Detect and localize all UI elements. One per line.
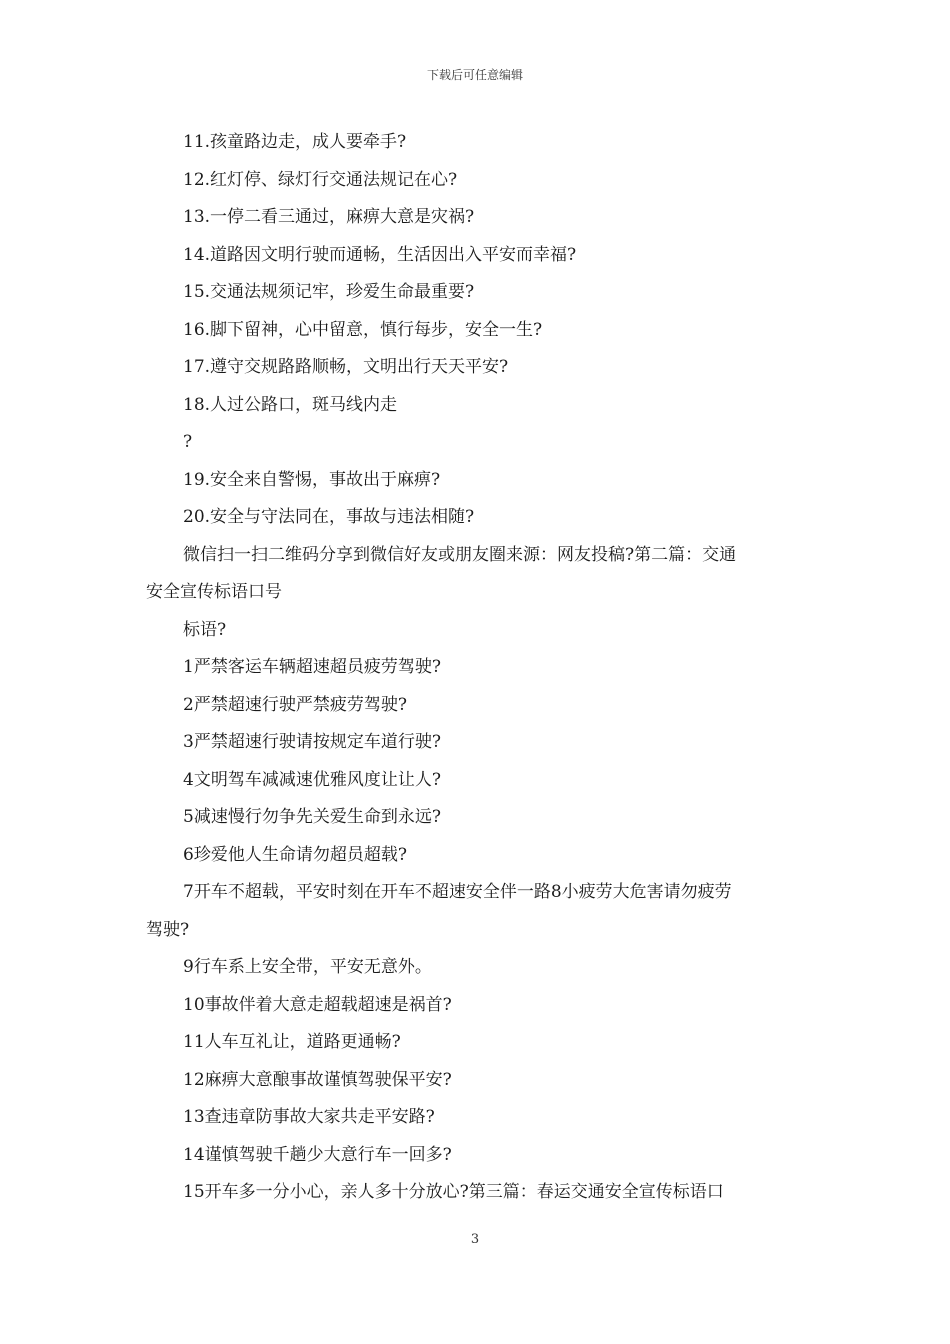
text-line: 12麻痹大意酿事故谨慎驾驶保平安? [183, 1069, 452, 1090]
text-line: 15开车多一分小心，亲人多十分放心?第三篇：春运交通安全宣传标语口 [183, 1182, 724, 1202]
text-line: 标语? [183, 619, 227, 640]
text-line: 11人车互礼让，道路更通畅? [183, 1032, 401, 1052]
text-line: 4文明驾车减减速优雅风度让让人? [183, 769, 441, 790]
text-line: 驾驶? [146, 919, 190, 940]
text-line: 16.脚下留神，心中留意，慎行每步，安全一生? [183, 319, 543, 340]
text-line: 18.人过公路口，斑马线内走 [183, 394, 398, 415]
text-line: 10事故伴着大意走超载超速是祸首? [183, 994, 452, 1015]
text-line: 微信扫一扫二维码分享到微信好友或朋友圈来源：网友投稿?第二篇：交通 [183, 544, 737, 565]
text-line: 12.红灯停、绿灯行交通法规记在心? [183, 169, 458, 190]
text-line: 3严禁超速行驶请按规定车道行驶? [183, 732, 441, 752]
text-line: 9行车系上安全带，平安无意外。 [183, 957, 432, 977]
document-body [146, 124, 816, 1212]
text-line: 14谨慎驾驶千趟少大意行车一回多? [183, 1144, 452, 1165]
text-line: 安全宣传标语口号 [146, 582, 282, 602]
text-line: 13查违章防事故大家共走平安路? [183, 1107, 435, 1127]
text-line: 11.孩童路边走，成人要牵手? [183, 132, 407, 152]
text-line: 14.道路因文明行驶而通畅，生活因出入平安而幸福? [183, 244, 577, 265]
text-line: ? [183, 432, 193, 452]
page-number: 3 [470, 1232, 480, 1247]
text-line: 20.安全与守法同在，事故与违法相随? [183, 507, 475, 527]
page-header: 下载后可任意编辑 [426, 68, 523, 82]
text-line: 1严禁客运车辆超速超员疲劳驾驶? [183, 657, 441, 677]
text-line: 13.一停二看三通过，麻痹大意是灾祸? [183, 207, 475, 227]
text-line: 15.交通法规须记牢，珍爱生命最重要? [183, 282, 475, 302]
text-line: 2严禁超速行驶严禁疲劳驾驶? [183, 694, 407, 715]
text-line: 7开车不超载，平安时刻在开车不超速安全伴一路8小疲劳大危害请勿疲劳 [183, 882, 732, 902]
text-line: 17.遵守交规路路顺畅，文明出行天天平安? [183, 357, 509, 377]
text-line: 5减速慢行勿争先关爱生命到永远? [183, 807, 441, 827]
text-line: 6珍爱他人生命请勿超员超载? [183, 844, 407, 865]
text-line: 19.安全来自警惕，事故出于麻痹? [183, 469, 441, 490]
